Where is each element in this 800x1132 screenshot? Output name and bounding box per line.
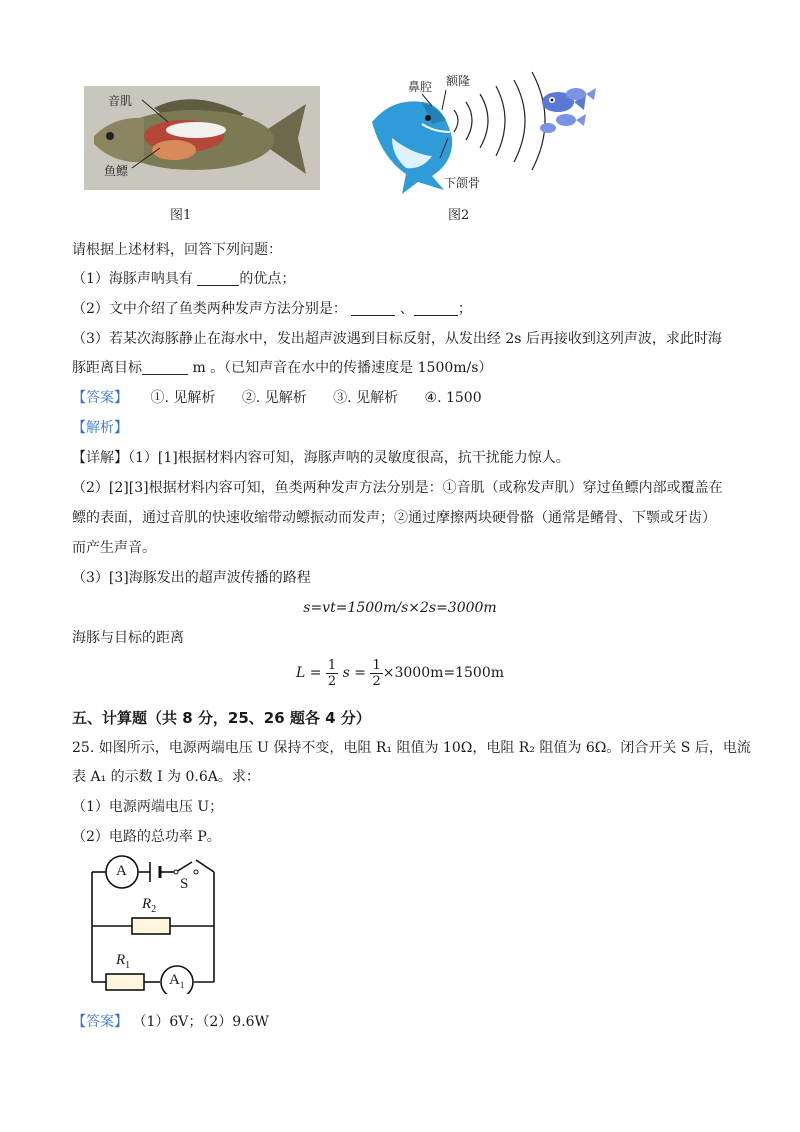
answer-item: ①. 见解析 <box>150 390 216 406</box>
fraction-denominator: 2 <box>327 673 337 689</box>
fraction-half <box>370 658 382 689</box>
answer-tag: 【答案】 <box>72 390 128 406</box>
r2-subscript: 2 <box>151 904 157 915</box>
q25-answer-text: （1）6V；（2）9.6W <box>132 1014 269 1030</box>
r1-subscript: 1 <box>125 960 131 971</box>
figure-2-caption: 图2 <box>448 208 470 223</box>
question-3-line-1: （3）若某次海豚静止在海水中，发出超声波遇到目标反射，从发出经 2s 后再接收到这列声波，求此时海 <box>72 331 722 347</box>
analysis-p2-line-1: （2）[2][3]根据材料内容可知，鱼类两种发声方法分别是：①音肌（或称发声肌）穿过鱼鳔内部或覆盖在 <box>72 480 723 496</box>
label-muscle: 音肌 <box>108 94 133 108</box>
question-3-line-2 <box>72 358 492 378</box>
answer-item: ④. 1500 <box>424 390 482 406</box>
eq-s: s <box>342 665 350 681</box>
q25-line-1: 25. 如图所示，电源两端电压 U 保持不变，电阻 R₁ 阻值为 10Ω，电阻 R₂ 阻值为 6Ω。闭合开关 S 后，电流 <box>72 740 751 756</box>
analysis-p3: （3）[3]海豚发出的超声波传播的路程 <box>72 570 311 586</box>
dolphin-sonar-image <box>362 58 602 198</box>
answer-row <box>72 388 482 408</box>
question-3-text-a: 豚距离目标 <box>72 360 142 376</box>
equation-distance-text: s=vt=1500m/s×2s=3000m <box>303 600 497 616</box>
blank <box>197 271 239 286</box>
ammeter-label: A <box>116 863 127 879</box>
answer-item: ②. 见解析 <box>241 390 307 406</box>
switch-label: S <box>180 876 189 892</box>
r1-letter: R <box>116 952 126 968</box>
analysis-p1-text: （1）[1]根据材料内容可知，海豚声呐的灵敏度很高，抗干扰能力惊人。 <box>128 450 570 466</box>
eq-rhs: ×3000m=1500m <box>382 665 505 681</box>
fraction-numerator: 1 <box>327 657 337 673</box>
circuit-wires <box>86 854 226 994</box>
label-lower-jaw: 下颌骨 <box>444 176 481 190</box>
question-prompt: 请根据上述材料，回答下列问题： <box>72 242 282 258</box>
q25-answer <box>72 1012 269 1032</box>
analysis-p4: 海豚与目标的距离 <box>72 630 184 646</box>
label-swim-bladder: 鱼鳔 <box>104 164 129 178</box>
figure-2 <box>362 58 602 198</box>
figure-1-caption: 图1 <box>170 208 192 223</box>
question-1-text-b: 的优点； <box>239 271 296 287</box>
answer-item: ③. 见解析 <box>333 390 399 406</box>
a1-subscript: 1 <box>179 980 185 990</box>
question-2-text-b: ； <box>457 301 472 317</box>
equation-target-distance: L = $\frac{1}{2}$ s = $\frac{1}{2}$ ×3000m=1500m <box>295 657 505 689</box>
resistor-r2-label <box>142 896 156 915</box>
analysis-p1 <box>72 448 570 468</box>
r2-letter: R <box>142 896 152 912</box>
detail-tag: 【详解】 <box>72 450 128 466</box>
question-3-text-b: m 。（已知声音在水中的传播速度是 1500m/s） <box>188 360 493 376</box>
q25-sub-1: （1）电源两端电压 U； <box>72 799 224 815</box>
answer-tag: 【答案】 <box>72 1014 128 1030</box>
question-1 <box>72 269 295 289</box>
fraction-half <box>326 658 338 689</box>
section-heading: 五、计算题（共 8 分，25、26 题各 4 分） <box>72 709 371 727</box>
blank <box>351 301 395 316</box>
equation-distance <box>0 598 800 618</box>
question-2 <box>72 299 472 319</box>
question-1-text-a: （1）海豚声呐具有 <box>72 271 198 287</box>
resistor-r1-label <box>116 952 130 971</box>
ammeter-a1-label <box>169 972 184 990</box>
circuit-diagram <box>86 854 226 994</box>
fraction-numerator: 1 <box>372 657 381 673</box>
q25-sub-2: （2）电路的总功率 P。 <box>72 829 221 845</box>
label-melon: 额隆 <box>446 74 471 88</box>
blank <box>142 360 188 375</box>
analysis-tag: 【解析】 <box>72 420 128 436</box>
figure-1 <box>84 86 320 190</box>
analysis-p2-line-3: 而产生声音。 <box>72 540 156 556</box>
blank <box>414 301 458 316</box>
q25-line-2: 表 A₁ 的示数 I 为 0.6A。求： <box>72 769 260 785</box>
analysis-p2-line-2: 鳔的表面，通过音肌的快速收缩带动鳔振动而发声；②通过摩擦两块硬骨骼（通常是鳍骨、下颚或牙齿） <box>72 510 716 526</box>
a1-letter: A <box>169 972 180 988</box>
question-2-sep: 、 <box>399 301 414 317</box>
fraction-denominator: 2 <box>372 673 381 689</box>
question-2-text-a: （2）文中介绍了鱼类两种发声方法分别是： <box>72 301 347 317</box>
label-nasal-cavity: 鼻腔 <box>408 80 433 94</box>
eq-L: L <box>295 665 306 681</box>
